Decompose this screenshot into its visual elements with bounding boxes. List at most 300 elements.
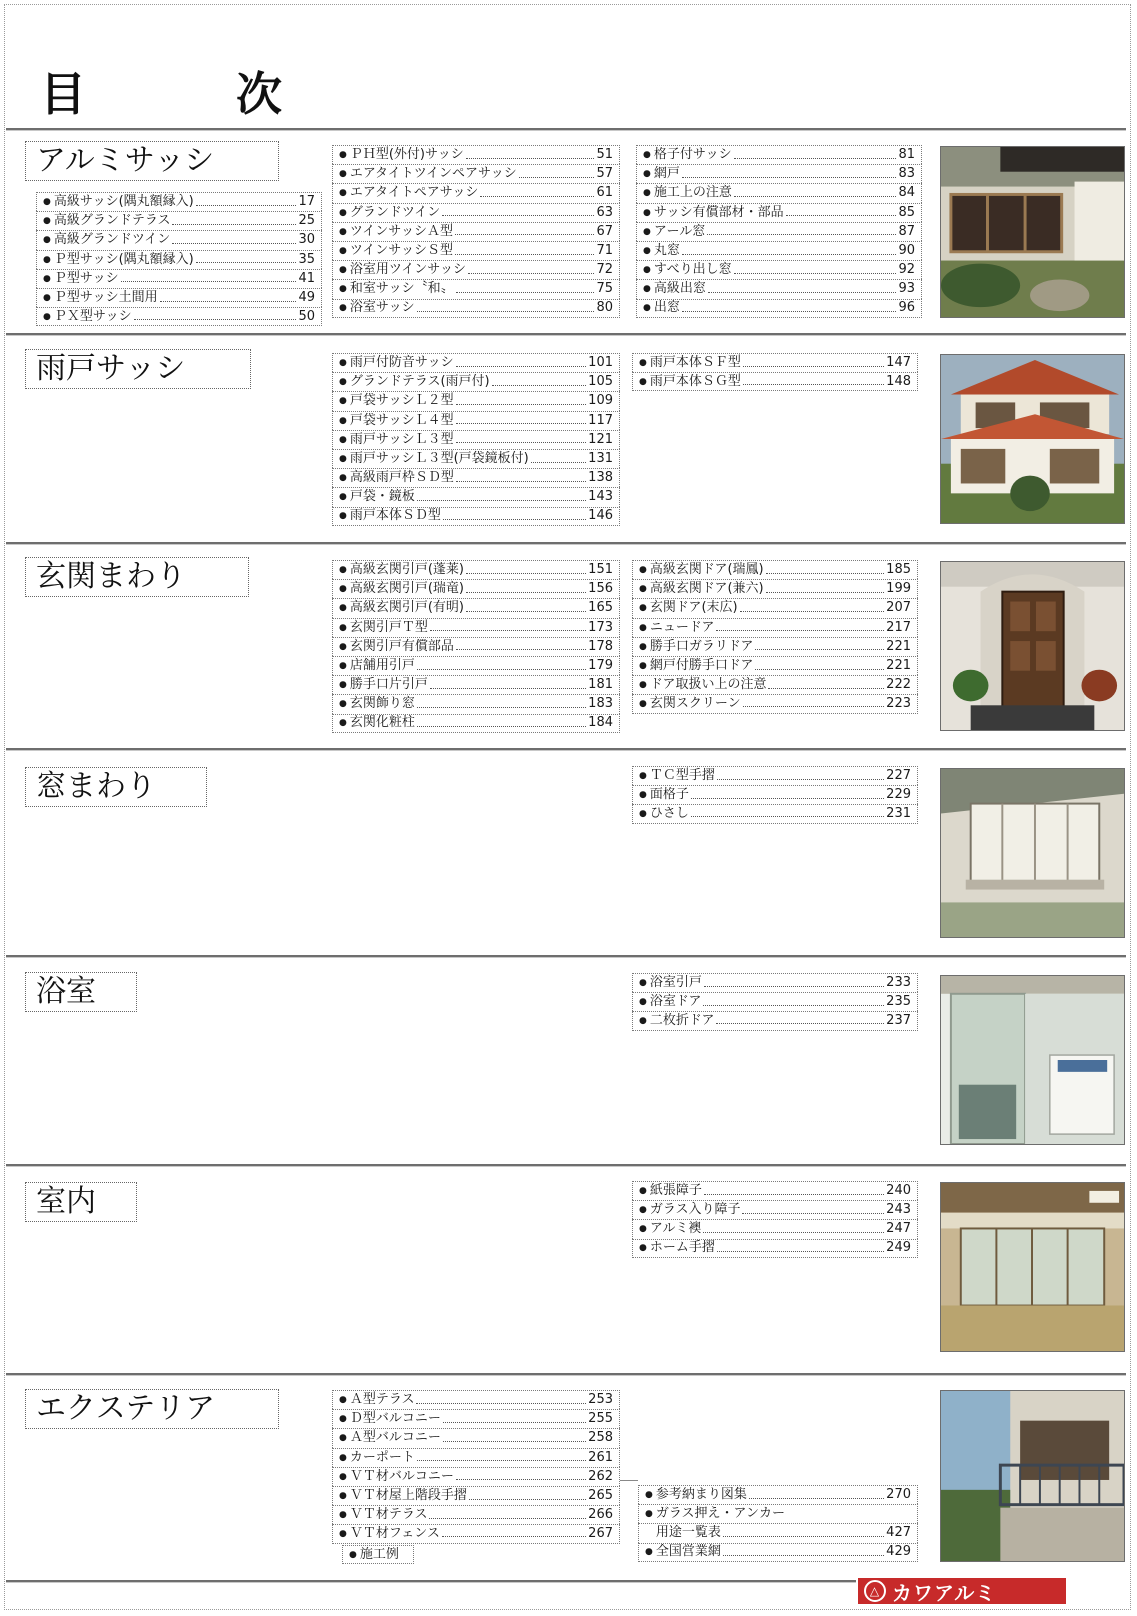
toc-entry-label: 高級出窓 bbox=[653, 281, 706, 297]
toc-page-number: 217 bbox=[886, 619, 911, 635]
bullet-icon: ● bbox=[339, 473, 347, 484]
toc-entry-label: 二枚折ドア bbox=[649, 1012, 715, 1028]
bullet-icon: ● bbox=[339, 1510, 347, 1521]
toc-entry bbox=[332, 468, 620, 487]
dot-leader bbox=[417, 669, 586, 670]
section-divider bbox=[6, 955, 1126, 957]
toc-entry bbox=[36, 192, 322, 211]
toc-entry-label: 網戸付勝手口ドア bbox=[649, 658, 754, 674]
toc-entry bbox=[332, 1524, 620, 1543]
entrance-door-photo bbox=[940, 561, 1125, 731]
dot-leader bbox=[717, 779, 884, 780]
dot-leader bbox=[443, 519, 586, 520]
dot-leader bbox=[704, 986, 884, 987]
toc-entry-label: ＶＴ材フェンス bbox=[349, 1525, 440, 1541]
dot-leader bbox=[682, 177, 897, 178]
dot-leader bbox=[682, 311, 897, 312]
bullet-icon: ● bbox=[339, 188, 347, 199]
bullet-icon: ● bbox=[43, 235, 51, 246]
toc-page-number: 146 bbox=[588, 508, 613, 524]
toc-entry bbox=[632, 992, 918, 1011]
bullet-icon: ● bbox=[339, 454, 347, 465]
toc-entry-label: 浴室用ツインサッシ bbox=[349, 262, 466, 278]
bullet-icon: ● bbox=[645, 1547, 653, 1558]
section-divider bbox=[6, 542, 1126, 544]
toc-entry bbox=[632, 1011, 918, 1030]
dot-leader bbox=[766, 573, 885, 574]
dot-leader bbox=[704, 1194, 884, 1195]
toc-page-number: 93 bbox=[898, 281, 915, 297]
toc-entry bbox=[332, 430, 620, 449]
section-title-storm-shutter: 雨戸サッシ bbox=[25, 349, 251, 389]
dot-leader bbox=[716, 630, 884, 631]
bullet-icon: ● bbox=[339, 1471, 347, 1482]
toc-entry bbox=[332, 372, 620, 391]
toc-entry-label: 玄関スクリーン bbox=[649, 695, 741, 711]
dot-leader bbox=[742, 1213, 884, 1214]
dot-leader bbox=[456, 481, 586, 482]
toc-entry-label: 玄関化粧柱 bbox=[349, 715, 415, 731]
section-divider bbox=[6, 128, 1126, 130]
toc-entry-label: 丸窓 bbox=[653, 243, 680, 259]
toc-page-number: 101 bbox=[588, 355, 613, 371]
toc-entry bbox=[632, 1200, 918, 1219]
dot-leader bbox=[682, 254, 897, 255]
dot-leader bbox=[723, 1536, 884, 1537]
toc-page-number: 270 bbox=[886, 1487, 911, 1503]
dot-leader bbox=[531, 462, 586, 463]
toc-entry-label: 高級玄関ドア(兼六) bbox=[649, 581, 764, 597]
toc-page-number: 222 bbox=[886, 677, 911, 693]
toc-entry-label: ＴＣ型手摺 bbox=[649, 768, 715, 784]
toc-entry bbox=[36, 250, 322, 269]
toc-entry-label: 雨戸サッシＬ３型 bbox=[349, 431, 454, 447]
toc-entry-label: 施工上の注意 bbox=[653, 185, 732, 201]
dot-leader bbox=[196, 205, 297, 206]
toc-entry bbox=[332, 1486, 620, 1505]
toc-page-number: 17 bbox=[298, 194, 315, 210]
toc-page-number: 267 bbox=[588, 1525, 613, 1541]
toc-entry bbox=[332, 391, 620, 410]
bullet-icon: ● bbox=[639, 978, 647, 989]
toc-entry-label: Ｐ型サッシ bbox=[53, 270, 119, 286]
interior-shoji-photo bbox=[940, 1182, 1125, 1352]
dot-leader bbox=[743, 384, 884, 385]
toc-column bbox=[632, 973, 918, 1031]
bullet-icon: ● bbox=[643, 150, 651, 161]
dot-leader bbox=[456, 404, 587, 405]
toc-page-number: 243 bbox=[886, 1202, 911, 1218]
toc-entry bbox=[632, 560, 918, 579]
toc-entry-label: 戸袋・鏡板 bbox=[349, 489, 415, 505]
toc-entry-label: 面格子 bbox=[649, 787, 689, 803]
toc-page-number: 179 bbox=[588, 658, 613, 674]
bullet-icon: ● bbox=[43, 254, 51, 265]
toc-entry bbox=[36, 230, 322, 249]
toc-page-number: 25 bbox=[298, 213, 315, 229]
toc-page-number: 261 bbox=[588, 1449, 613, 1465]
toc-column bbox=[632, 353, 918, 391]
toc-entry-label: エアタイトペアサッシ bbox=[349, 185, 479, 201]
toc-page-number: 83 bbox=[898, 166, 915, 182]
toc-page-number: 249 bbox=[886, 1240, 911, 1256]
toc-column bbox=[332, 1390, 620, 1544]
bullet-icon: ● bbox=[339, 699, 347, 710]
section-divider bbox=[6, 333, 1126, 335]
toc-entry-label: 玄関引戸有償部品 bbox=[349, 638, 454, 654]
dot-leader bbox=[723, 1555, 884, 1556]
toc-entry bbox=[332, 714, 620, 733]
toc-entry bbox=[332, 279, 620, 298]
toc-entry-label: ガラス押え・アンカー bbox=[655, 1506, 785, 1522]
dot-leader bbox=[708, 292, 897, 293]
toc-entry bbox=[332, 618, 620, 637]
toc-entry bbox=[632, 618, 918, 637]
bullet-icon: ● bbox=[645, 1509, 653, 1520]
toc-entry bbox=[632, 637, 918, 656]
toc-page-number: 105 bbox=[588, 374, 613, 390]
toc-entry bbox=[332, 487, 620, 506]
toc-page-number: 253 bbox=[588, 1392, 613, 1408]
toc-page-number: 237 bbox=[886, 1012, 911, 1028]
toc-column bbox=[332, 145, 620, 318]
toc-entry-label: すべり出し窓 bbox=[653, 262, 732, 278]
bullet-icon: ● bbox=[339, 1414, 347, 1425]
toc-page-number: 90 bbox=[898, 243, 915, 259]
dot-leader bbox=[442, 1536, 586, 1537]
bullet-icon: ● bbox=[645, 1490, 653, 1501]
toc-page-number: 117 bbox=[588, 412, 613, 428]
dot-leader bbox=[703, 1232, 884, 1233]
toc-entry-label: 紙張障子 bbox=[649, 1183, 702, 1199]
bullet-icon: ● bbox=[43, 311, 51, 322]
toc-page-number: 429 bbox=[886, 1544, 911, 1560]
toc-entry bbox=[332, 299, 620, 318]
toc-page-number: 30 bbox=[298, 232, 315, 248]
toc-entry bbox=[332, 1390, 620, 1409]
toc-page-number: 109 bbox=[588, 393, 613, 409]
toc-entry-label: 全国営業網 bbox=[655, 1544, 721, 1560]
dot-leader bbox=[466, 158, 595, 159]
toc-column bbox=[332, 353, 620, 526]
toc-entry-label: ＰＨ型(外付)サッシ bbox=[349, 147, 464, 163]
toc-page-number: 165 bbox=[588, 600, 613, 616]
toc-entry bbox=[332, 675, 620, 694]
toc-page-number: 51 bbox=[596, 147, 613, 163]
bullet-icon: ● bbox=[643, 188, 651, 199]
bullet-icon: ● bbox=[339, 511, 347, 522]
toc-entry-label: 玄関飾り窓 bbox=[349, 696, 415, 712]
toc-page-number: 49 bbox=[298, 290, 315, 306]
toc-entry-label: カーポート bbox=[349, 1449, 415, 1465]
toc-entry-label: 和室サッシ〝和〟 bbox=[349, 281, 454, 297]
bullet-icon: ● bbox=[643, 207, 651, 218]
toc-page-number: 67 bbox=[596, 223, 613, 239]
toc-entry-label: 浴室引戸 bbox=[649, 975, 702, 991]
toc-page-number: 71 bbox=[596, 243, 613, 259]
dot-leader bbox=[456, 1479, 586, 1480]
dot-leader bbox=[455, 254, 595, 255]
toc-page-number: 57 bbox=[596, 166, 613, 182]
toc-entry-label: アール窓 bbox=[653, 223, 706, 239]
dot-leader bbox=[717, 1251, 884, 1252]
toc-page-number: 229 bbox=[886, 787, 911, 803]
bullet-icon: ● bbox=[639, 698, 647, 709]
toc-page-number: 92 bbox=[898, 262, 915, 278]
section-divider bbox=[6, 748, 1126, 750]
toc-entry bbox=[332, 1467, 620, 1486]
toc-column bbox=[342, 1545, 414, 1564]
toc-entry bbox=[636, 299, 922, 318]
toc-entry-label: ツインサッシＡ型 bbox=[349, 223, 453, 239]
dot-leader bbox=[429, 1518, 586, 1519]
dot-leader bbox=[416, 1403, 586, 1404]
toc-page-number: 178 bbox=[588, 638, 613, 654]
toc-entry-label: Ｐ型サッシ(隅丸額縁入) bbox=[53, 251, 194, 267]
toc-page-number: 131 bbox=[588, 451, 613, 467]
dot-leader bbox=[755, 669, 884, 670]
dot-leader bbox=[734, 196, 897, 197]
bullet-icon: ● bbox=[339, 622, 347, 633]
dot-leader bbox=[443, 1441, 586, 1442]
toc-entry bbox=[638, 1504, 918, 1523]
dot-leader bbox=[691, 816, 884, 817]
dot-leader bbox=[134, 319, 297, 320]
toc-page-number: 199 bbox=[886, 581, 911, 597]
toc-page-number: 35 bbox=[298, 251, 315, 267]
balcony-exterior-photo bbox=[940, 1390, 1125, 1562]
toc-entry-label: 戸袋サッシＬ２型 bbox=[349, 393, 454, 409]
toc-entry-label: 浴室ドア bbox=[649, 994, 702, 1010]
dot-leader bbox=[466, 592, 586, 593]
bullet-icon: ● bbox=[639, 565, 647, 576]
toc-page-number: 138 bbox=[588, 470, 613, 486]
toc-entry-label: 店舗用引戸 bbox=[349, 658, 415, 674]
toc-entry bbox=[632, 598, 918, 617]
toc-entry bbox=[636, 279, 922, 298]
toc-page-number: 427 bbox=[886, 1525, 911, 1541]
dot-leader bbox=[417, 500, 586, 501]
toc-entry-label: 雨戸本体ＳＧ型 bbox=[649, 373, 741, 389]
toc-page-number: 221 bbox=[886, 638, 911, 654]
bullet-icon: ● bbox=[639, 1186, 647, 1197]
toc-entry bbox=[632, 973, 918, 992]
bullet-icon: ● bbox=[339, 226, 347, 237]
dot-leader bbox=[749, 1498, 884, 1499]
bullet-icon: ● bbox=[639, 641, 647, 652]
toc-entry-label: 玄関引戸Ｔ型 bbox=[349, 619, 428, 635]
toc-entry bbox=[332, 1409, 620, 1428]
dot-leader bbox=[691, 798, 884, 799]
toc-entry-label: 用途一覧表 bbox=[655, 1525, 721, 1541]
toc-entry-label: Ａ型テラス bbox=[349, 1392, 415, 1408]
toc-entry bbox=[632, 804, 918, 823]
toc-entry-label: 格子付サッシ bbox=[653, 147, 732, 163]
bullet-icon: ● bbox=[639, 584, 647, 595]
toc-entry-label: 施工例 bbox=[359, 1546, 399, 1562]
toc-entry bbox=[632, 785, 918, 804]
toc-entry bbox=[632, 675, 918, 694]
dot-leader bbox=[456, 442, 587, 443]
toc-page-number: 41 bbox=[298, 270, 315, 286]
toc-entry bbox=[332, 260, 620, 279]
toc-entry bbox=[36, 288, 322, 307]
dot-leader bbox=[430, 688, 586, 689]
dot-leader bbox=[456, 292, 595, 293]
dot-leader bbox=[456, 423, 587, 424]
dot-leader bbox=[466, 611, 586, 612]
bullet-icon: ● bbox=[643, 284, 651, 295]
dot-leader bbox=[766, 592, 885, 593]
bullet-icon: ● bbox=[43, 273, 51, 284]
bullet-icon: ● bbox=[639, 603, 647, 614]
toc-page-number: 240 bbox=[886, 1183, 911, 1199]
toc-entry bbox=[332, 1505, 620, 1524]
dot-leader bbox=[492, 385, 587, 386]
section-title-entrance: 玄関まわり bbox=[25, 557, 249, 597]
bullet-icon: ● bbox=[339, 641, 347, 652]
dot-leader bbox=[196, 262, 297, 263]
house-window-photo bbox=[940, 146, 1125, 318]
dot-leader bbox=[743, 706, 885, 707]
toc-entry bbox=[342, 1545, 414, 1564]
toc-column bbox=[636, 145, 922, 318]
bullet-icon: ● bbox=[339, 603, 347, 614]
toc-page-number: 266 bbox=[588, 1507, 613, 1523]
toc-page-number: 156 bbox=[588, 581, 613, 597]
toc-entry-label: ＰＸ型サッシ bbox=[53, 308, 132, 324]
toc-entry-label: 出窓 bbox=[653, 300, 680, 316]
bullet-icon: ● bbox=[339, 1452, 347, 1463]
dot-leader bbox=[768, 688, 884, 689]
dot-leader bbox=[519, 177, 595, 178]
toc-column bbox=[632, 1181, 918, 1258]
toc-entry-label: ＶＴ材バルコニー bbox=[349, 1468, 454, 1484]
toc-entry bbox=[636, 241, 922, 260]
toc-entry bbox=[332, 411, 620, 430]
toc-entry bbox=[36, 269, 322, 288]
toc-page-number: 221 bbox=[886, 658, 911, 674]
toc-entry bbox=[632, 353, 918, 372]
bullet-icon: ● bbox=[43, 216, 51, 227]
bullet-icon: ● bbox=[643, 265, 651, 276]
bullet-icon: ● bbox=[339, 377, 347, 388]
bullet-icon: ● bbox=[639, 622, 647, 633]
bullet-icon: ● bbox=[643, 226, 651, 237]
toc-entry-label: 雨戸本体ＳＦ型 bbox=[649, 355, 741, 371]
toc-page-number: 183 bbox=[588, 696, 613, 712]
bullet-icon: ● bbox=[43, 197, 51, 208]
bullet-icon: ● bbox=[639, 1224, 647, 1235]
company-logo bbox=[858, 1578, 1066, 1604]
toc-entry bbox=[332, 579, 620, 598]
toc-column bbox=[632, 766, 918, 824]
toc-entry bbox=[638, 1485, 918, 1504]
dot-leader bbox=[740, 611, 885, 612]
bullet-icon: ● bbox=[339, 718, 347, 729]
toc-entry-label: ＶＴ材屋上階段手摺 bbox=[349, 1488, 467, 1504]
bullet-icon: ● bbox=[639, 680, 647, 691]
toc-entry bbox=[632, 579, 918, 598]
bullet-icon: ● bbox=[339, 396, 347, 407]
toc-entry-label: 高級グランドツイン bbox=[53, 232, 171, 248]
toc-entry-label: 高級グランドテラス bbox=[53, 213, 171, 229]
toc-entry-label: 玄関ドア(末広) bbox=[649, 600, 738, 616]
dot-leader bbox=[417, 707, 586, 708]
bullet-icon: ● bbox=[639, 790, 647, 801]
toc-entry bbox=[332, 145, 620, 164]
page-title: 目 次 bbox=[40, 67, 334, 121]
toc-entry bbox=[632, 372, 918, 391]
toc-entry-label: Ｄ型バルコニー bbox=[349, 1411, 441, 1427]
dot-leader bbox=[456, 366, 587, 367]
bullet-icon: ● bbox=[339, 246, 347, 257]
bullet-icon: ● bbox=[639, 808, 647, 819]
bullet-icon: ● bbox=[339, 1395, 347, 1406]
toc-entry-label: Ａ型バルコニー bbox=[349, 1430, 441, 1446]
toc-page-number: 185 bbox=[886, 562, 911, 578]
dot-leader bbox=[172, 243, 296, 244]
section-divider bbox=[6, 1164, 1126, 1166]
toc-page-number: 173 bbox=[588, 619, 613, 635]
toc-entry-label: ドア取扱い上の注意 bbox=[649, 677, 767, 693]
toc-entry bbox=[636, 203, 922, 222]
bullet-icon: ● bbox=[639, 358, 647, 369]
toc-page-number: 151 bbox=[588, 562, 613, 578]
toc-page-number: 61 bbox=[596, 185, 613, 201]
section-divider bbox=[6, 1580, 856, 1582]
toc-entry-label: 勝手口片引戸 bbox=[349, 677, 428, 693]
toc-entry-label: 勝手口ガラリドア bbox=[649, 638, 754, 654]
dot-leader bbox=[417, 726, 586, 727]
bullet-icon: ● bbox=[639, 1015, 647, 1026]
dot-leader bbox=[466, 573, 586, 574]
section-title-bathroom: 浴室 bbox=[25, 972, 137, 1012]
bullet-icon: ● bbox=[339, 661, 347, 672]
toc-entry bbox=[632, 1181, 918, 1200]
bullet-icon: ● bbox=[339, 492, 347, 503]
toc-entry-label: アルミ襖 bbox=[649, 1221, 702, 1237]
dot-leader bbox=[443, 1422, 586, 1423]
toc-entry-label: ニュードア bbox=[649, 619, 715, 635]
bullet-icon: ● bbox=[639, 1243, 647, 1254]
toc-entry bbox=[632, 1219, 918, 1238]
toc-entry-label: 雨戸サッシＬ３型(戸袋鏡板付) bbox=[349, 451, 529, 467]
bullet-icon: ● bbox=[339, 284, 347, 295]
toc-page-number: 262 bbox=[588, 1468, 613, 1484]
toc-entry-label: 浴室サッシ bbox=[349, 300, 415, 316]
bullet-icon: ● bbox=[339, 207, 347, 218]
toc-entry bbox=[332, 1448, 620, 1467]
bullet-icon: ● bbox=[643, 303, 651, 314]
toc-entry-label: 雨戸付防音サッシ bbox=[349, 355, 454, 371]
toc-entry-label: グランドツイン bbox=[349, 204, 441, 220]
toc-page-number: 227 bbox=[886, 768, 911, 784]
toc-entry bbox=[632, 766, 918, 785]
dot-leader bbox=[417, 311, 595, 312]
bullet-icon: ● bbox=[339, 415, 347, 426]
toc-column bbox=[632, 560, 918, 714]
toc-page-number: 75 bbox=[596, 281, 613, 297]
toc-entry bbox=[332, 560, 620, 579]
toc-column bbox=[638, 1485, 918, 1562]
toc-page-number: 72 bbox=[596, 262, 613, 278]
dot-leader bbox=[456, 649, 586, 650]
toc-entry-label: 高級玄関引戸(蓬莱) bbox=[349, 562, 465, 578]
bullet-icon: ● bbox=[339, 303, 347, 314]
toc-entry bbox=[332, 1428, 620, 1447]
toc-entry bbox=[632, 656, 918, 675]
